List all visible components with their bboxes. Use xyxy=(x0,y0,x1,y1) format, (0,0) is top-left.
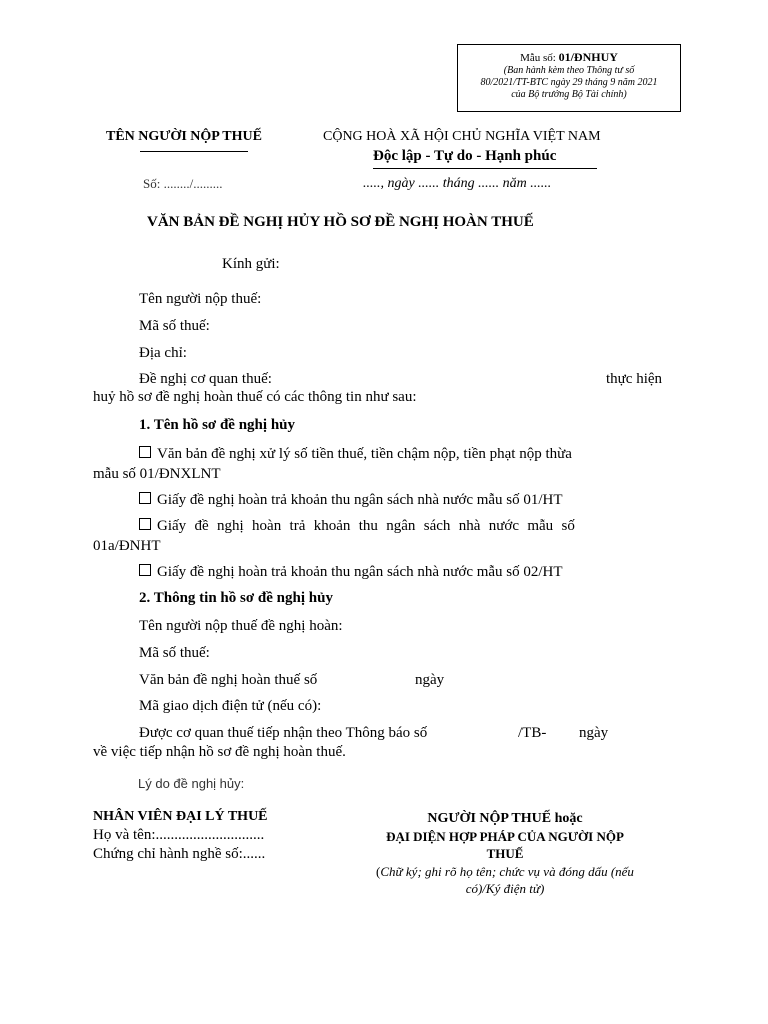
form-no: 01/ĐNHUY xyxy=(558,50,618,64)
option-2-line1: Giấy đề nghị hoàn trả khoản thu ngân sách nhà nước mẫu số 01/HT xyxy=(157,492,563,508)
taxpayer-name-label: Tên người nộp thuế: xyxy=(139,291,262,307)
option-1-checkbox[interactable] xyxy=(139,446,151,458)
republic-title: CỘNG HOÀ XÃ HỘI CHỦ NGHĨA VIỆT NAM xyxy=(323,129,601,144)
header-left-underline xyxy=(140,151,248,152)
option-2 xyxy=(93,490,675,510)
request-line1: Đề nghị cơ quan thuế: xyxy=(139,371,272,387)
agent-staff-title: NHÂN VIÊN ĐẠI LÝ THUẾ xyxy=(93,809,268,824)
signer-title-line1 xyxy=(340,811,670,827)
section2-heading: 2. Thông tin hồ sơ đề nghị hủy xyxy=(139,590,333,606)
e-transaction-label: Mã giao dịch điện tử (nếu có): xyxy=(139,698,322,714)
form-number-box xyxy=(457,44,681,112)
signer-title: NGƯỜI NỘP THUẾ xyxy=(427,811,552,826)
form-no-label: Mẫu số: xyxy=(520,52,556,64)
taxpayer-name-header: TÊN NGƯỜI NỘP THUẾ xyxy=(106,129,262,144)
agent-cert-line: Chứng chỉ hành nghề số:...... xyxy=(93,846,266,862)
document-title: VĂN BẢN ĐỀ NGHỊ HỦY HỒ SƠ ĐỀ NGHỊ HOÀN THUẾ xyxy=(147,214,534,230)
signature-note-open: ( xyxy=(376,864,381,879)
document-number: Số: ......../......... xyxy=(143,176,223,191)
option-1 xyxy=(93,444,675,484)
form-note-line2: 80/2021/TT-BTC ngày 29 tháng 9 năm 2021 xyxy=(480,77,658,88)
agent-name-line: Họ và tên:............................. xyxy=(93,827,265,843)
signer-title-line3: THUẾ xyxy=(486,846,524,861)
refund-doc-date-label: ngày xyxy=(415,672,445,688)
option-4-checkbox[interactable] xyxy=(139,564,151,576)
signer-title-suffix: hoặc xyxy=(554,811,583,826)
option-3-checkbox[interactable] xyxy=(139,518,151,530)
option-3 xyxy=(93,516,675,556)
cancel-reason-label: Lý do đề nghị hủy: xyxy=(138,776,245,791)
option-1-line2: mẫu số 01/ĐNXLNT xyxy=(93,466,221,482)
notice-line2: về việc tiếp nhận hồ sơ đề nghị hoàn thuế. xyxy=(93,744,346,760)
request-line2: huỷ hồ sơ đề nghị hoàn thuế có các thông tin như sau: xyxy=(93,389,417,405)
notice-line1: Được cơ quan thuế tiếp nhận theo Thông báo số xyxy=(139,725,428,741)
notice-date-label: ngày xyxy=(579,725,609,741)
signer-title-line2: ĐẠI DIỆN HỢP PHÁP CỦA NGƯỜI NỘP xyxy=(386,829,624,844)
signature-note-text: Chữ ký; ghi rõ họ tên; chức vụ và đóng dấu (nếu xyxy=(380,864,634,879)
tax-code-label: Mã số thuế: xyxy=(139,318,210,334)
refund-taxpayer-name-label: Tên người nộp thuế đề nghị hoàn: xyxy=(139,618,343,634)
option-1-line1: Văn bản đề nghị xử lý số tiền thuế, tiền chậm nộp, tiền phạt nộp thừa xyxy=(157,446,572,462)
option-4-line1: Giấy đề nghị hoàn trả khoản thu ngân sách nhà nước mẫu số 02/HT xyxy=(157,564,563,580)
form-note-line1: (Ban hành kèm theo Thông tư số xyxy=(503,65,635,76)
date-line: ....., ngày ...... tháng ...... năm ...... xyxy=(363,176,552,191)
refund-tax-code-label: Mã số thuế: xyxy=(139,645,210,661)
motto-underline xyxy=(373,168,597,169)
option-4 xyxy=(93,562,675,582)
refund-doc-label: Văn bản đề nghị hoàn thuế số xyxy=(139,672,318,688)
option-3-line1: Giấy đề nghị hoàn trả khoản thu ngân sách nhà nước mẫu số xyxy=(157,518,575,534)
request-line1-right: thực hiện xyxy=(606,371,663,387)
signature-note-line2: có)/Ký điện tử) xyxy=(465,881,545,896)
kinh-gui-label: Kính gửi: xyxy=(222,256,280,272)
section1-heading: 1. Tên hồ sơ đề nghị hủy xyxy=(139,417,296,433)
form-note-line3: của Bộ trưởng Bộ Tài chính) xyxy=(511,89,627,100)
notice-tb: /TB- xyxy=(518,725,547,741)
signature-note-line1 xyxy=(340,864,670,880)
address-label: Địa chỉ: xyxy=(139,345,187,361)
option-2-checkbox[interactable] xyxy=(139,492,151,504)
national-motto: Độc lập - Tự do - Hạnh phúc xyxy=(373,148,557,164)
option-3-line2: 01a/ĐNHT xyxy=(93,538,161,554)
